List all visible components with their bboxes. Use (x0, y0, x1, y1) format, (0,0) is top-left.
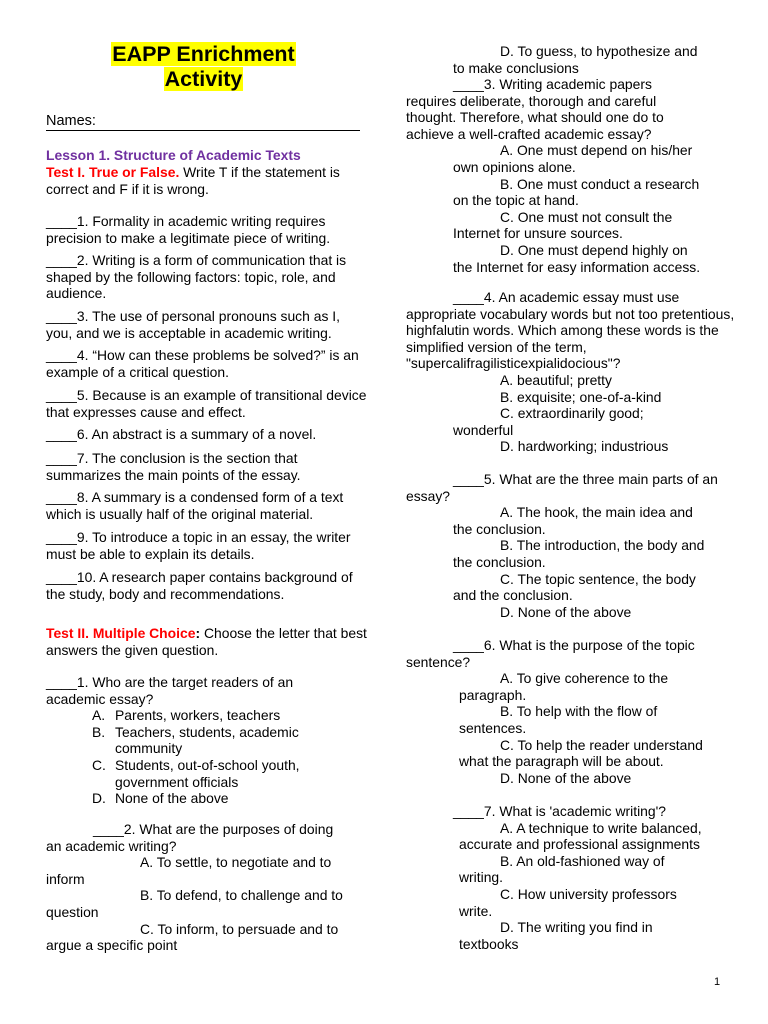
q1-option-d: D. None of the above (92, 790, 229, 807)
test2-question-7: ____7. What is 'academic writing'? A. A technique to write balanced, accurate and professional assignments B. An old-fashioned way of writing. C. How university professors write. D. The writing you find in textbooks (406, 803, 758, 952)
q5-option-c: C. The topic sentence, the body (500, 570, 696, 587)
test1-heading: Test I. True or False (46, 164, 176, 180)
test2-heading: Test II. Multiple Choice (46, 625, 196, 641)
q4-option-b: B. exquisite; one-of-a-kind (500, 388, 662, 405)
test2-question-3: ____3. Writing academic papers requires deliberate, thorough and careful thought. Therefore, what should one do to achieve a well-crafted academic essay? A. One must depend on his/her own opinions alone. B. One must conduct a research on the topic at hand. C. One must not consult the Internet for unsure sources. D. One must depend highly on the Internet for easy information access. (406, 76, 758, 275)
page-number: 1 (714, 976, 721, 988)
test1-item-7: ____7. The conclusion is the section that summarizes the main points of the essay. (46, 450, 301, 483)
q5-option-d: D. None of the above (500, 603, 632, 620)
lesson-heading: Lesson 1. Structure of Academic Texts (46, 147, 301, 163)
q2-option-b: B. To defend, to challenge and to (140, 887, 343, 904)
test2-question-5: ____5. What are the three main parts of an essay? A. The hook, the main idea and the conclusion. B. The introduction, the body and the conclusion. C. The topic sentence, the body and the conclusion. D. None of the above (406, 471, 758, 620)
q6-option-b: B. To help with the flow of (500, 703, 658, 720)
q3-option-a: A. One must depend on his/her (500, 142, 693, 159)
test2-question-2 (46, 821, 368, 954)
test1-item-5: ____5. Because is an example of transitional device that expresses cause and effect. (46, 387, 367, 420)
title-line-2: Activity (164, 67, 243, 91)
test2-question-1 (46, 674, 368, 807)
q2-option-a: A. To settle, to negotiate and to (140, 854, 332, 871)
q7-option-a: A. A technique to write balanced, (500, 819, 702, 836)
test1-item-10: ____10. A research paper contains background of the study, body and recommendations. (46, 569, 353, 602)
q4-option-d: D. hardworking; industrious (500, 438, 669, 455)
test2-question-4: ____4. An academic essay must use appropriate vocabulary words but not too pretentious, highfalutin words. Which among these words is the simplified version of the term, "supercalifragilisticexpialidocious"? A. beautiful; pretty B. exquisite; one-of-a-kind C. extraordinarily good; wonderful D. hardworking; industrious (406, 289, 758, 455)
q6-option-a: A. To give coherence to the (500, 670, 669, 687)
test1-item-3: ____3. The use of personal pronouns such as I, you, and we is acceptable in academic writing. (46, 308, 340, 341)
test2-question-6: ____6. What is the purpose of the topic sentence? A. To give coherence to the paragraph. B. To help with the flow of sentences. C. To help the reader understand what the paragraph will be about. D. None of the above (406, 637, 758, 786)
names-label: Names: (46, 113, 96, 129)
test1-item-4: ____4. “How can these problems be solved?” is an example of a critical question. (46, 347, 359, 380)
q2-option-c: C. To inform, to persuade and to (140, 920, 339, 937)
test1-item-8: ____8. A summary is a condensed form of a text which is usually half of the original material. (46, 489, 344, 522)
q2-line-2: an academic writing? (46, 837, 177, 854)
q6-option-d: D. None of the above (500, 769, 632, 786)
test2-instruction: Choose the letter that best answers the given question. (46, 625, 367, 658)
q1-option-a: A. Parents, workers, teachers (92, 707, 281, 724)
names-underline (46, 130, 360, 131)
document-title (46, 42, 361, 92)
q4-option-a: A. beautiful; pretty (500, 371, 612, 388)
q5-option-b: B. The introduction, the body and (500, 537, 705, 554)
q2-option-d: D. To guess, to hypothesize and to make conclusions (453, 43, 698, 76)
test1-item-9: ____9. To introduce a topic in an essay, the writer must be able to explain its details. (46, 529, 351, 562)
q7-option-d: D. The writing you find in (500, 919, 653, 936)
test1-intro: Test I. True or False. Write T if the statement is correct and F if it is wrong. (46, 164, 340, 197)
test2-intro: Test II. Multiple Choice: Choose the letter that best answers the given question. (46, 625, 367, 658)
q3-option-d: D. One must depend highly on (500, 241, 688, 258)
q2-line-1: ____2. What are the purposes of doing (93, 821, 334, 837)
q2-option-c-cont: argue a specific point (46, 937, 178, 954)
q1-option-c: C. Students, out-of-school youth, government officials (92, 756, 300, 790)
q1-line-2: academic essay? (46, 690, 154, 707)
q2-option-b-cont: question (46, 903, 99, 920)
names-field (46, 112, 360, 130)
q1-line-1: ____1. Who are the target readers of an (46, 674, 294, 690)
test1-item-1: ____1. Formality in academic writing requires precision to make a legitimate piece of writing. (46, 213, 331, 246)
q4-option-c: C. extraordinarily good; (500, 405, 644, 422)
q3-option-b: B. One must conduct a research (500, 175, 700, 192)
q7-option-c: C. How university professors (500, 885, 677, 902)
q7-option-b: B. An old-fashioned way of (500, 852, 665, 869)
q6-option-c: C. To help the reader understand (500, 736, 703, 753)
q5-option-a: A. The hook, the main idea and (500, 504, 693, 521)
q3-option-c: C. One must not consult the (500, 208, 673, 225)
test1-instruction: Write T if the statement is correct and F if it is wrong. (46, 164, 340, 197)
q1-option-b: B. Teachers, students, academic community (92, 723, 299, 757)
test1-item-2: ____2. Writing is a form of communication that is shaped by the following factors: topic, role, and audience. (46, 252, 347, 302)
test1-item-6: ____6. An abstract is a summary of a novel. (46, 426, 317, 442)
q2-option-a-cont: inform (46, 870, 85, 887)
title-line-1: EAPP Enrichment (112, 42, 295, 66)
